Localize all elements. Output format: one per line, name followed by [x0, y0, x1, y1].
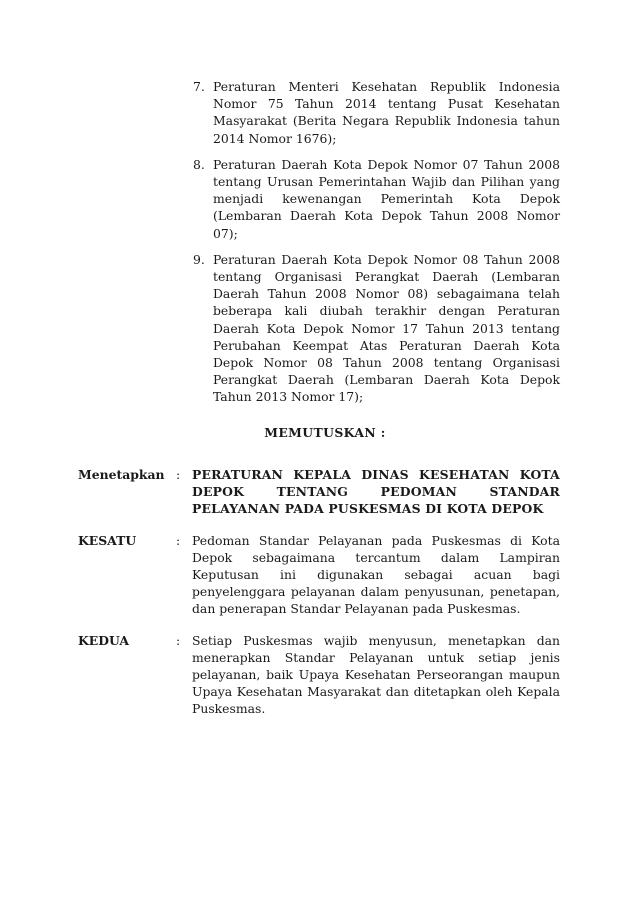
clause-label: KEDUA: [78, 632, 129, 648]
decision-clauses: [78, 466, 560, 732]
list-item-text: Peraturan Menteri Kesehatan Republik Indonesia Nomor 75 Tahun 2014 tentang Pusat Kesehatan Masyarakat (Berita Negara Republik Indonesia tahun 2014 Nomor 1676);: [213, 79, 560, 146]
clause-text: Pedoman Standar Pelayanan pada Puskesmas di Kota Depok sebagaimana tercantum dalam Lampiran Keputusan ini digunakan sebagai acuan bagi penyelenggara pelayanan dalam penyusunan, penetapan, dan penerapan Standar Pelayanan pada Puskesmas.: [192, 532, 560, 617]
clause-colon: :: [176, 632, 181, 648]
list-item-text: Peraturan Daerah Kota Depok Nomor 07 Tahun 2008 tentang Urusan Pemerintahan Wajib dan Pilihan yang menjadi kewenangan Pemerintah Kota Depok (Lembaran Daerah Kota Depok Tahun 2008 Nomor 07);: [213, 156, 560, 241]
clause-text: Setiap Puskesmas wajib menyusun, menetapkan dan menerapkan Standar Pelayanan untuk setiap jenis pelayanan, baik Upaya Kesehatan Perseorangan maupun Upaya Kesehatan Masyarakat dan ditetapkan oleh Kepala Puskesmas.: [192, 632, 560, 717]
list-item: [193, 78, 560, 147]
clause-label: Menetapkan: [78, 467, 165, 482]
clause-menetapkan: [78, 466, 560, 518]
list-item: [193, 251, 560, 406]
clause-kedua: [78, 632, 560, 718]
legal-basis-list: [193, 78, 560, 415]
list-item-number: 9.: [193, 251, 205, 267]
list-item-text: Peraturan Daerah Kota Depok Nomor 08 Tahun 2008 tentang Organisasi Perangkat Daerah (Lembaran Daerah Tahun 2008 Nomor 08) sebagaimana telah beberapa kali diubah terakhir dengan Peraturan Daerah Kota Depok Nomor 17 Tahun 2013 tentang Perubahan Keempat Atas Peraturan Daerah Kota Depok Nomor 08 Tahun 2008 tentang Organisasi Perangkat Daerah (Lembaran Daerah Kota Depok Tahun 2013 Nomor 17);: [213, 251, 560, 405]
clause-label: KESATU: [78, 532, 137, 548]
clause-colon: :: [176, 467, 181, 482]
list-item-number: 8.: [193, 156, 205, 172]
clause-text: PERATURAN KEPALA DINAS KESEHATAN KOTA DEPOK TENTANG PEDOMAN STANDAR PELAYANAN PADA PUSKESMAS DI KOTA DEPOK: [192, 467, 560, 517]
section-heading: MEMUTUSKAN :: [264, 425, 386, 440]
clause-kesatu: [78, 532, 560, 618]
clause-colon: :: [176, 532, 181, 548]
list-item-number: 7.: [193, 79, 205, 94]
list-item: [193, 156, 560, 242]
